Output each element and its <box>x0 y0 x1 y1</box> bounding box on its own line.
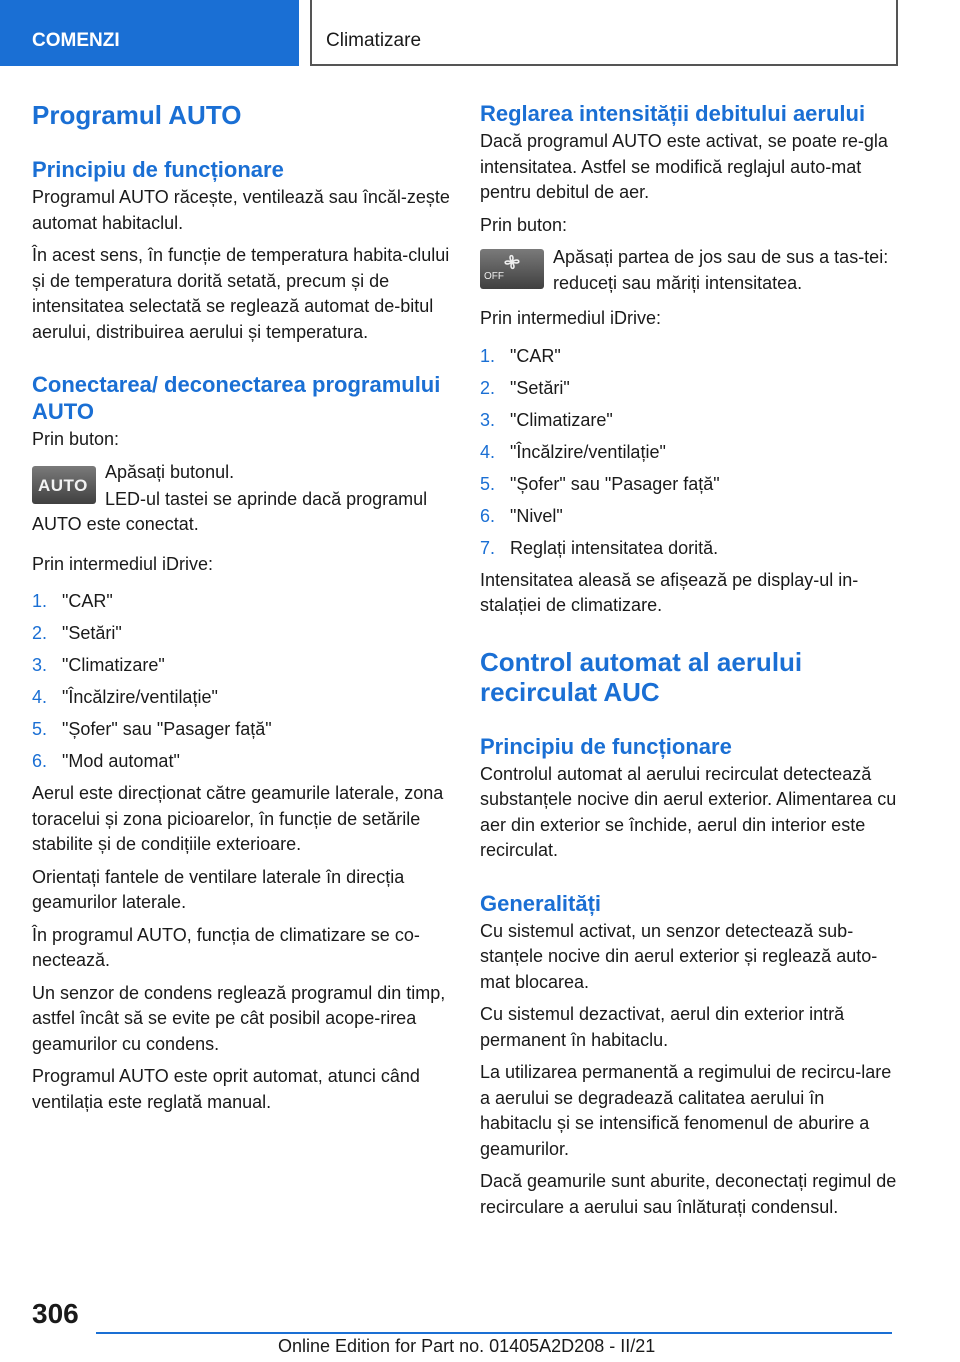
via-idrive-label: Prin intermediul iDrive: <box>480 308 662 328</box>
auto-button-icon <box>32 466 96 504</box>
step-text: "CAR" <box>62 591 113 611</box>
step-text: "Climatizare" <box>62 655 165 675</box>
list-item <box>480 408 900 433</box>
list-item <box>480 344 900 369</box>
header-chapter-tab <box>310 0 898 66</box>
auto-button-row <box>32 460 450 510</box>
step-number: 2. <box>480 377 496 398</box>
paragraph: Dacă programul AUTO este activat, se poate re-gla intensitatea. Astfel se modifică reglajul auto-mat pentru debitul de aer. <box>480 131 888 202</box>
step-text: "Climatizare" <box>510 409 613 430</box>
paragraph: Controlul automat al aerului recirculat detectează substanțele nocive din aerul exterior. Alimentarea cu aer din exterior se închide, aerul din interior este recirculat. <box>480 763 897 860</box>
page-number: 306 <box>32 1298 79 1329</box>
paragraph: Intensitatea aleasă se afișează pe display-ul in-stalației de climatizare. <box>480 569 859 615</box>
steps-list <box>480 344 900 561</box>
list-item <box>32 621 450 646</box>
step-number: 5. <box>32 719 48 739</box>
list-item <box>480 376 900 401</box>
paragraph: Cu sistemul activat, un senzor detectează sub-stanțele nocive din aerul exterior și reglează auto-mat blocarea. <box>480 920 878 992</box>
right-column <box>480 100 900 1227</box>
fan-off-label: OFF <box>484 271 504 282</box>
list-item <box>32 685 450 710</box>
list-item <box>480 504 900 529</box>
header-chapter: Climatizare <box>326 30 422 51</box>
header-section: COMENZI <box>32 30 120 51</box>
heading-general: Generalități <box>480 890 602 916</box>
via-idrive-label: Prin intermediul iDrive: <box>32 553 214 574</box>
paragraph: Programul AUTO este oprit automat, atunci când ventilația este reglată manual. <box>32 1066 420 1112</box>
by-button-label: Prin buton: <box>32 429 120 449</box>
step-text: "Încălzire/ventilație" <box>62 687 218 707</box>
step-text: "CAR" <box>510 345 561 366</box>
list-item <box>480 472 900 497</box>
step-text: "Încălzire/ventilație" <box>510 441 666 462</box>
paragraph: În acest sens, în funcție de temperatura habita-clului și de temperatura dorită setată, precum și de intensitatea selectată se reglează automat de-bitul aerului, distribuirea aerului și temperatura. <box>32 245 450 342</box>
step-number: 6. <box>480 505 496 526</box>
step-number: 2. <box>32 623 48 643</box>
footer-divider <box>96 1332 892 1334</box>
fan-icon <box>500 252 524 272</box>
list-item <box>32 717 450 742</box>
step-text: "Șofer" sau "Pasager față" <box>62 719 272 739</box>
heading-airflow: Reglarea intensității debitului aerului <box>480 101 866 126</box>
step-number: 7. <box>480 537 496 558</box>
paragraph: Un senzor de condens reglează programul din timp, astfel încât să se evite pe cât posibil acope-rirea geamurilor cu condens. <box>32 982 446 1054</box>
list-item <box>32 589 450 614</box>
title-auc: Control automat al aerului recirculat AUC <box>480 646 803 707</box>
list-item <box>480 440 900 465</box>
step-number: 3. <box>32 655 48 675</box>
left-column <box>32 100 450 1122</box>
step-text: "Șofer" sau "Pasager față" <box>510 473 720 494</box>
paragraph: Apăsați partea de jos sau de sus a tas-tei: reduceți sau măriți intensitatea. <box>553 247 889 293</box>
header-section-tab <box>0 0 299 66</box>
paragraph: Dacă geamurile sunt aburite, deconectați regimul de recirculare a aerului sau înlăturați condensul. <box>480 1171 897 1217</box>
heading-on-off: Conectarea/ deconectarea programului AUTO <box>32 372 441 424</box>
paragraph: Cu sistemul dezactivat, aerul din exterior intră permanent în habitaclu. <box>480 1004 845 1050</box>
step-number: 4. <box>480 441 496 462</box>
fan-button-row <box>480 245 900 296</box>
auto-button-label: AUTO <box>38 475 88 495</box>
heading-principle: Principiu de funcționare <box>480 733 732 759</box>
steps-list <box>32 589 450 774</box>
step-number: 5. <box>480 473 496 494</box>
edition-text: Online Edition for Part no. 01405A2D208 - II/21 <box>278 1336 656 1356</box>
step-number: 4. <box>32 687 48 707</box>
paragraph: La utilizarea permanentă a regimului de recircu-lare a aerului se degradează calitatea aerului în habitaclu și se intensifică fenomenul de aburire a geamurilor. <box>480 1062 892 1159</box>
list-item <box>480 536 900 561</box>
paragraph: LED-ul tastei se aprinde dacă programul AUTO este conectat. <box>32 488 428 534</box>
paragraph: În programul AUTO, funcția de climatizare se co-nectează. <box>32 924 420 970</box>
heading-principle: Principiu de funcționare <box>32 157 284 182</box>
by-button-label: Prin buton: <box>480 214 568 235</box>
title-auto-program: Programul AUTO <box>32 100 242 130</box>
step-text: Reglați intensitatea dorită. <box>510 537 719 558</box>
step-number: 6. <box>32 751 48 771</box>
list-item <box>32 749 450 774</box>
paragraph: Programul AUTO răcește, ventilează sau încăl-zește automat habitaclul. <box>32 187 450 233</box>
fan-button-icon <box>480 249 544 289</box>
step-number: 1. <box>32 591 48 611</box>
list-item <box>32 653 450 678</box>
step-number: 1. <box>480 345 496 366</box>
step-number: 3. <box>480 409 496 430</box>
step-text: "Setări" <box>62 623 122 643</box>
step-text: "Mod automat" <box>62 751 180 771</box>
paragraph: Apăsați butonul. <box>105 461 235 482</box>
step-text: "Nivel" <box>510 505 563 526</box>
step-text: "Setări" <box>510 377 570 398</box>
paragraph: Orientați fantele de ventilare laterale în direcția geamurilor laterale. <box>32 866 405 912</box>
paragraph: Aerul este direcționat către geamurile laterale, zona toracelui și zona picioarelor, în funcție de setările stabilite și de condițiile exterioare. <box>32 783 444 854</box>
